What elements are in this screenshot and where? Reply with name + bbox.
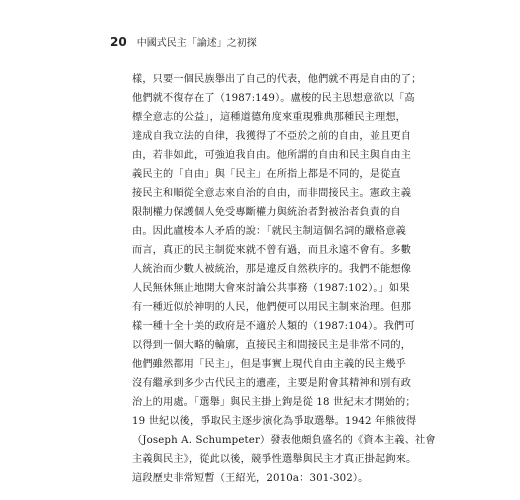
text-line: 有一種近似於神明的人民，他們便可以用民主制來治理。但那 [132,302,412,313]
page-header [110,34,257,49]
text-line: 他們雖然都用「民主」，但是事實上現代自由主義的民主幾乎 [132,359,407,370]
text-line: 由。因此盧梭本人矛盾的說：「就民主制這個名詞的嚴格意義 [132,226,407,237]
text-line: 由，若非如此，可強迫我自由。他所謂的自由和民主與自由主 [132,150,412,161]
text-line: 以得到一個大略的輪廓，直接民主和間接民主是非常不同的， [132,340,412,351]
text-line: 樣一種十全十美的政府是不適於人類的（1987:104）。我們可 [132,321,415,332]
text-line: 達成自我立法的自律，我獲得了不亞於之前的自由，並且更自 [132,131,412,142]
page-number: 20 [110,35,127,49]
text-line: 這段歷史非常短暫（王紹光，2010a：301-302）。 [132,473,369,484]
text-line: 樣，只要一個民族舉出了自己的代表，他們就不再是自由的了； [132,74,422,85]
text-line: 人統治而少數人被統治，那是違反自然秩序的。我們不能想像 [132,264,412,275]
text-line: 接民主和順從全意志來自治的自由，而非間接民主。憲政主義 [132,188,412,199]
body-text [132,70,436,488]
text-line: 而言，真正的民主制從來就不曾有過，而且永遠不會有。多數 [132,245,412,256]
text-line: 19 世紀以後，爭取民主逐步演化為爭取選舉。1942 年熊彼得 [132,416,417,427]
running-title: 中國式民主「論述」之初探 [136,38,257,49]
text-line: （Joseph A. Schumpeter）發表他頗負盛名的《資本主義、社會 [132,435,436,446]
text-line: 人民無休無止地開大會來討論公共事務（1987:102）。」如果 [132,283,410,294]
text-line: 主義與民主》，從此以後，競爭性選舉與民主才真正掛起鉤來。 [132,454,417,465]
text-line: 沒有繼承到多少古代民主的遺產，主要是附會其精神和別有政 [132,378,412,389]
text-line: 他們就不復存在了（1987:149）。盧梭的民主思想意欲以「高 [132,93,415,104]
text-line: 限制權力保護個人免受專斷權力與統治者對被治者負責的自 [132,207,401,218]
text-line: 治上的用處。「選舉」與民主掛上鉤是從 18 世紀末才開始的； [132,397,416,408]
text-line: 義民主的「自由」與「民主」在所指上都是不同的，是從直 [132,169,401,180]
text-line: 標全意志的公益」，這種道德角度來重現雅典那種民主理想， [132,112,407,123]
